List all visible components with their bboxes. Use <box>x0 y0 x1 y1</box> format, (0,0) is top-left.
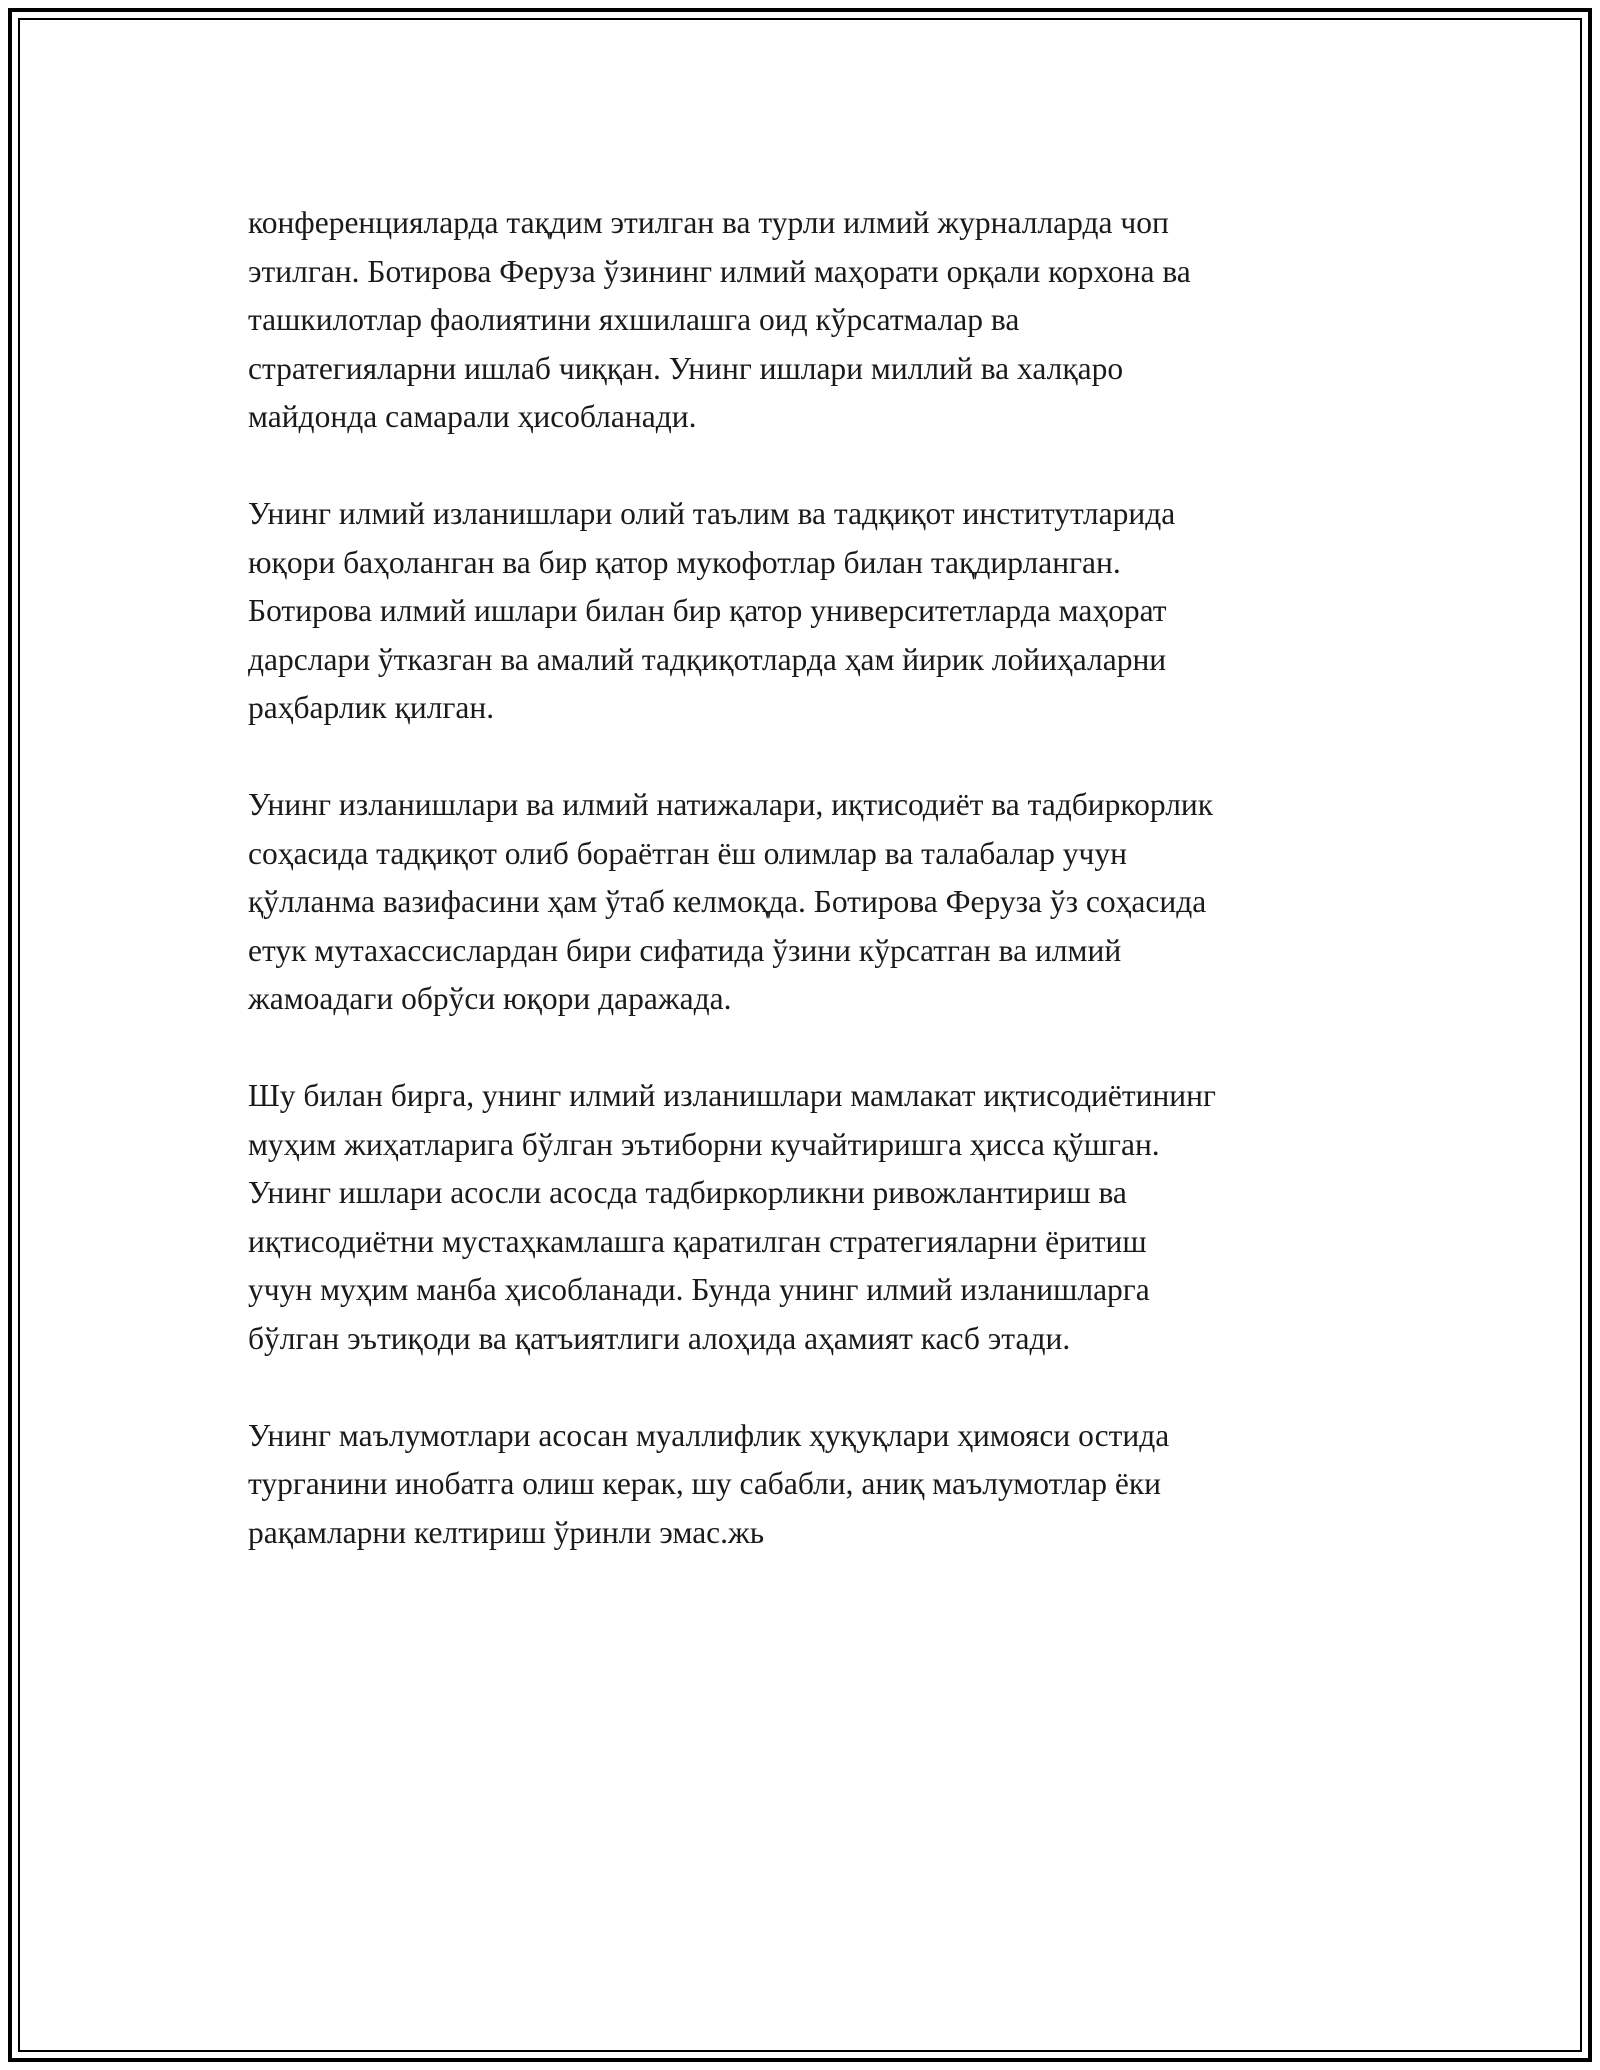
text-line: Ботирова илмий ишлари билан бир қатор университетларда маҳорат <box>248 593 1167 628</box>
paragraph-4 <box>248 1072 1398 1363</box>
text-line: Унинг изланишлари ва илмий натижалари, иқтисодиёт ва тадбиркорлик <box>248 787 1214 822</box>
text-line: бўлган эътиқоди ва қатъиятлиги алоҳида аҳамият касб этади. <box>248 1320 1071 1356</box>
text-line: этилган. Ботирова Феруза ўзининг илмий маҳорати орқали корхона ва <box>248 253 1191 289</box>
text-line: юқори баҳоланган ва бир қатор мукофотлар билан тақдирланган. <box>248 544 1121 580</box>
text-line: стратегияларни ишлаб чиққан. Унинг ишлари миллий ва халқаро <box>248 350 1124 386</box>
text-line: дарслари ўтказган ва амалий тадқиқотларда ҳам йирик лойиҳаларни <box>248 641 1167 677</box>
text-line: муҳим жиҳатларига бўлган эътиборни кучайтиришга ҳисса қўшган. <box>248 1126 1160 1162</box>
text-line: конференцияларда тақдим этилган ва турли илмий журналларда чоп <box>248 205 1169 240</box>
text-line: раҳбарлик қилган. <box>248 690 495 725</box>
text-line: жамоадаги обрўси юқори даражада. <box>248 981 732 1016</box>
paragraph-5 <box>248 1412 1398 1558</box>
text-line: турганини инобатга олиш керак, шу сабабли, аниқ маълумотлар ёки <box>248 1466 1162 1501</box>
text-line: Унинг илмий изланишлари олий таълим ва тадқиқот институтларида <box>248 496 1176 531</box>
text-line: етук мутахассислардан бири сифатида ўзини кўрсатган ва илмий <box>248 932 1122 968</box>
text-line: иқтисодиётни мустаҳкамлашга қаратилган стратегияларни ёритиш <box>248 1223 1147 1259</box>
paragraph-1 <box>248 199 1398 442</box>
text-line: Унинг маълумотлари асосан муаллифлик ҳуқуқлари ҳимояси остида <box>248 1417 1170 1453</box>
text-line: майдонда самарали ҳисобланади. <box>248 399 697 434</box>
document-body <box>248 199 1398 1606</box>
text-line: Унинг ишлари асосли асосда тадбиркорликни ривожлантириш ва <box>248 1175 1127 1210</box>
paragraph-2 <box>248 490 1398 733</box>
text-line: учун муҳим манба ҳисобланади. Бунда унинг илмий изланишларга <box>248 1272 1150 1307</box>
text-line: рақамларни келтириш ўринли эмас.жь <box>248 1514 765 1550</box>
text-line: ташкилотлар фаолиятини яхшилашга оид кўрсатмалар ва <box>248 302 1020 337</box>
text-line: Шу билан бирга, унинг илмий изланишлари мамлакат иқтисодиётининг <box>248 1078 1216 1113</box>
page-border <box>8 8 1592 2062</box>
text-line: қўлланма вазифасини ҳам ўтаб келмоқда. Ботирова Феруза ўз соҳасида <box>248 884 1207 919</box>
text-line: соҳасида тадқиқот олиб бораётган ёш олимлар ва талабалар учун <box>248 835 1128 871</box>
paragraph-3 <box>248 781 1398 1024</box>
